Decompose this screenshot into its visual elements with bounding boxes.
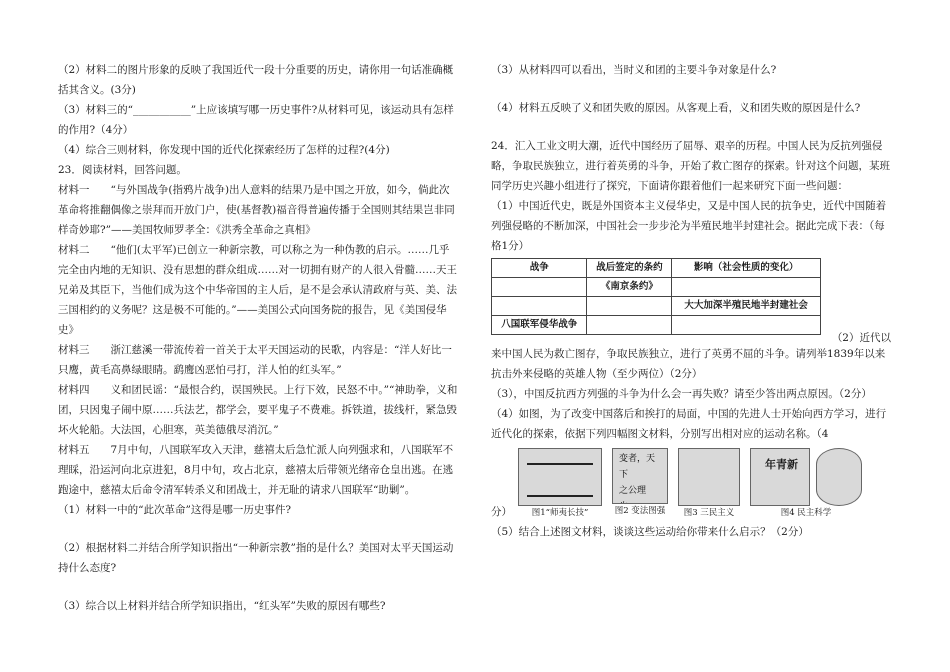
magazine-image [750, 448, 810, 506]
table-cell [672, 278, 821, 297]
pictures-row [491, 444, 891, 522]
question-2: （2）材料二的图片形象的反映了我国近代一段十分重要的历史，请你用一句话准确概括其含义。(3分) [58, 64, 454, 96]
question-3: （3）材料三的“___________”上应该填写哪一历史事件?从材料可见，该运动具有怎样的作用?（4分） [58, 104, 454, 136]
table-cell [492, 278, 587, 297]
table-cell [492, 297, 587, 316]
part-2-lead: （2）近代以 [831, 332, 891, 344]
material-5: 材料五 7月中旬，八国联军攻入天津，慈禧太后急忙派人向列强求和，八国联军不理睬，沿运河向北京进犯，8月中旬，攻占北京，慈禧太后带领光绪帝仓皇出逃。在逃跑途中，慈禧太后命令清军转杀义和团战士，并无耻的请求八国联军“助剿”。 [58, 444, 454, 496]
table-header: 影响（社会性质的变化） [672, 259, 821, 278]
material-2: 材料二 “他们(太平军)已创立一种新宗教，可以称之为一种伪教的启示。……几乎完全由内地的无知识、没有思想的群众组成……对一切拥有财产的人很入骨髓……天王兄弟及其臣下，当他们成为这个中华帝国的主人后，是不是会承认清政府与英、美、法三国相约的义务呢？这是极不可能的。”——美国公式向国务院的报告，见《美国侵华史》 [58, 244, 457, 336]
quote-line: 变者，天下 [619, 454, 656, 480]
quote-image [612, 448, 668, 504]
table-cell: 大大加深半殖民地半封建社会 [672, 297, 821, 316]
question-4: （4）综合三则材料，你发现中国的近代化探索经历了怎样的过程?(4分) [58, 144, 390, 156]
table-row [492, 278, 821, 297]
right-column [491, 60, 891, 542]
picture-caption: 图3 三民主义 [683, 508, 735, 518]
picture-caption: 图2 变法图强 [614, 506, 666, 516]
part-1: （1）中国近代史，既是外国资本主义侵华史，又是中国人民的抗争史，近代中国随着列强侵略的不断加深，中国社会一步步沦为半殖民地半封建社会。据此完成下表：（每格1分） [491, 200, 887, 252]
material-4: 材料四 义和团民谣：“最恨合约，误国殃民。上行下效，民怒不中。”“神助拳，义和团，只因鬼子闹中原……兵法艺，都学会，要平鬼子不费难。拆铁道，拔线杆，紧急毁坏火轮船。大法国，心胆寒，英美德俄尽消沉。” [58, 384, 458, 436]
table-wrapper [491, 258, 891, 344]
right-question-4: （4）材料五反映了义和团失败的原因。从客观上看，义和团失败的原因是什么? [491, 102, 861, 114]
factory-image [518, 448, 602, 506]
sub-question-2: （2）根据材料二并结合所学知识指出“一种新宗教”指的是什么？美国对太平天国运动持什么态度? [58, 542, 454, 574]
table-cell [672, 316, 821, 335]
table-cell [587, 297, 672, 316]
table-header-row [492, 259, 821, 278]
war-treaty-table [491, 258, 821, 335]
picture-strip [518, 448, 862, 522]
picture-2 [612, 448, 668, 518]
picture-4-images [750, 448, 862, 506]
table-cell [587, 316, 672, 335]
right-question-3: （3）从材料四可以看出，当时义和团的主要斗争对象是什么? [491, 64, 777, 76]
table-cell: 八国联军侵华战争 [492, 316, 587, 335]
table-header: 战争 [492, 259, 587, 278]
table-row [492, 316, 821, 335]
question-24: 24．汇入工业文明大潮，近代中国经历了屈辱、艰辛的历程。中国人民为反抗列强侵略，争取民族独立，进行着英勇的斗争，开始了救亡图存的探索。针对这个问题，某班同学历史兴趣小组进行了探究，下面请你跟着他们一起来研究下面一些问题： [491, 140, 890, 192]
part-4: （4）如图，为了改变中国落后和挨打的局面，中国的先进人士开始向西方学习，进行近代化的探索，依据下列四幅图文材料，分别写出相对应的运动名称。（4 [491, 408, 887, 440]
sub-question-1: （1）材料一中的“此次革命”这得是哪一历史事件? [58, 504, 292, 516]
picture-4 [750, 448, 862, 520]
table-cell: 《南京条约》 [587, 278, 672, 297]
part-5: （5）结合上述图文材料，谈谈这些运动给你带来什么启示？（2分） [491, 526, 809, 538]
part-4-tail: 分） [491, 506, 512, 518]
picture-1 [518, 448, 602, 520]
table-header: 战后签定的条约 [587, 259, 672, 278]
portrait-image [816, 448, 862, 506]
picture-caption: 图4 民主科学 [780, 508, 832, 518]
picture-3 [678, 448, 740, 520]
sub-question-3: （3）综合以上材料并结合所学知识指出，“红头军”失败的原因有哪些? [58, 600, 386, 612]
table-row [492, 297, 821, 316]
material-3: 材料三 浙江慈溪一带流传着一首关于太平天国运动的民歌，内容是：“洋人好比一只鹰，黄毛高鼻绿眼睛。鹞鹰凶恶怕弓打，洋人怕的红头军。” [58, 344, 452, 376]
magazine-title: 年青新 [765, 458, 798, 471]
material-1: 材料一 “与外国战争(指鸦片战争)出人意料的结果乃是中国之开放，如今，倘此次革命将推翻偶像之崇拜而开放门户，使(基督教)福音得普遍传播于全国则其结果岂非同样奇妙耶?”——美国牧师罗孝全：《洪秀全革命之真相》 [58, 184, 455, 236]
question-23-title: 23．阅读材料，回答问题。 [58, 164, 187, 176]
part-3: （3），中国反抗西方列强的斗争为什么会一再失败？请至少答出两点原因。（2分） [491, 388, 872, 400]
part-2: 来中国人民为救亡图存，争取民族独立，进行了英勇不屈的斗争。请列举1839年以来抗击外来侵略的英雄人物（至少两位）（2分） [491, 348, 886, 380]
left-column [58, 60, 460, 616]
quote-line: 之公理 [619, 486, 647, 496]
picture-caption: 图1“师夷长技” [531, 508, 589, 518]
portrait-image [678, 448, 740, 506]
